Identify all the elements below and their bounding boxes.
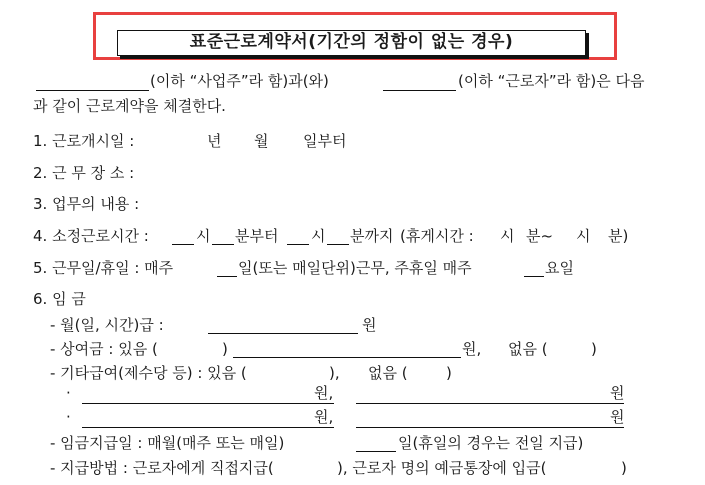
hours-h2: 시: [311, 227, 326, 245]
other-row-1-right-blank[interactable]: [356, 403, 624, 404]
hours-h1: 시: [196, 227, 211, 245]
bonus-none-close: ): [591, 340, 597, 358]
start-hour-blank[interactable]: [172, 244, 194, 245]
base-wage-unit: 원: [362, 316, 377, 334]
method-label: - 지급방법 : 근로자에게 직접지급(: [50, 459, 274, 477]
employer-name-blank[interactable]: [36, 90, 149, 91]
break-h2: 시: [576, 227, 591, 245]
start-minute-blank[interactable]: [212, 244, 234, 245]
end-minute-blank[interactable]: [327, 244, 349, 245]
start-date-day: 일부터: [303, 132, 347, 150]
other-row-1-unit-right: 원: [610, 384, 625, 402]
break-m2: 분): [608, 227, 629, 245]
end-hour-blank[interactable]: [287, 244, 309, 245]
intro-employer-text: (이하 “사업주”라 함)과(와): [150, 72, 329, 90]
method-close: ): [621, 459, 627, 477]
payday-label: - 임금지급일 : 매월(매주 또는 매일): [50, 434, 285, 452]
other-row-2-unit-left: 원,: [314, 408, 334, 426]
bonus-unit: 원,: [462, 340, 482, 358]
intro-employee-text: (이하 “근로자”라 함)은 다음: [458, 72, 645, 90]
document-title: 표준근로계약서(기간의 정함이 없는 경우): [189, 32, 514, 52]
workdays-count-blank[interactable]: [217, 276, 237, 277]
other-row-2-right-blank[interactable]: [356, 427, 624, 428]
hours-m2: 분까지: [350, 227, 394, 245]
other-row-2-bullet: ·: [66, 408, 71, 426]
other-pay-close: ),: [329, 364, 340, 382]
bonus-none: 없음 (: [508, 340, 548, 358]
break-label: (휴게시간 :: [400, 227, 474, 245]
intro-line-2: 과 같이 근로계약을 체결한다.: [33, 97, 226, 115]
other-row-1-left-blank[interactable]: [82, 403, 334, 404]
base-wage-blank[interactable]: [208, 333, 358, 334]
other-row-1-bullet: ·: [66, 384, 71, 402]
workplace-label: 2. 근 무 장 소 :: [33, 164, 135, 182]
base-wage-label: - 월(일, 시간)급 :: [50, 316, 164, 334]
payday-blank[interactable]: [356, 451, 396, 452]
break-h1: 시: [500, 227, 515, 245]
bonus-label: - 상여금 : 있음 (: [50, 340, 158, 358]
title-box: [117, 30, 586, 56]
bonus-close: ): [222, 340, 228, 358]
start-date-label: 1. 근로개시일 :: [33, 132, 135, 150]
workdays-days-text: 일(또는 매일단위)근무, 주휴일 매주: [238, 259, 472, 277]
weekly-holiday-blank[interactable]: [524, 276, 544, 277]
hours-label: 4. 소정근로시간 :: [33, 227, 149, 245]
other-pay-label: - 기타급여(제수당 등) : 있음 (: [50, 364, 247, 382]
hours-m1: 분부터: [235, 227, 279, 245]
other-row-2-unit-right: 원: [610, 408, 625, 426]
bonus-amount-blank[interactable]: [233, 357, 461, 358]
weekly-holiday-weekday: 요일: [545, 259, 574, 277]
payday-suffix: 일(휴일의 경우는 전일 지급): [398, 434, 584, 452]
break-m1: 분~: [526, 227, 554, 245]
other-pay-none: 없음 (: [368, 364, 408, 382]
other-row-2-left-blank[interactable]: [82, 427, 334, 428]
workdays-label: 5. 근무일/휴일 : 매주: [33, 259, 174, 277]
start-date-month: 월: [254, 132, 269, 150]
wage-label: 6. 임 금: [33, 290, 86, 308]
other-row-1-unit-left: 원,: [314, 384, 334, 402]
job-label: 3. 업무의 내용 :: [33, 195, 140, 213]
method-mid: ), 근로자 명의 예금통장에 입금(: [337, 459, 547, 477]
other-pay-none-close: ): [446, 364, 452, 382]
employee-name-blank[interactable]: [383, 90, 456, 91]
start-date-year: 년: [207, 132, 222, 150]
